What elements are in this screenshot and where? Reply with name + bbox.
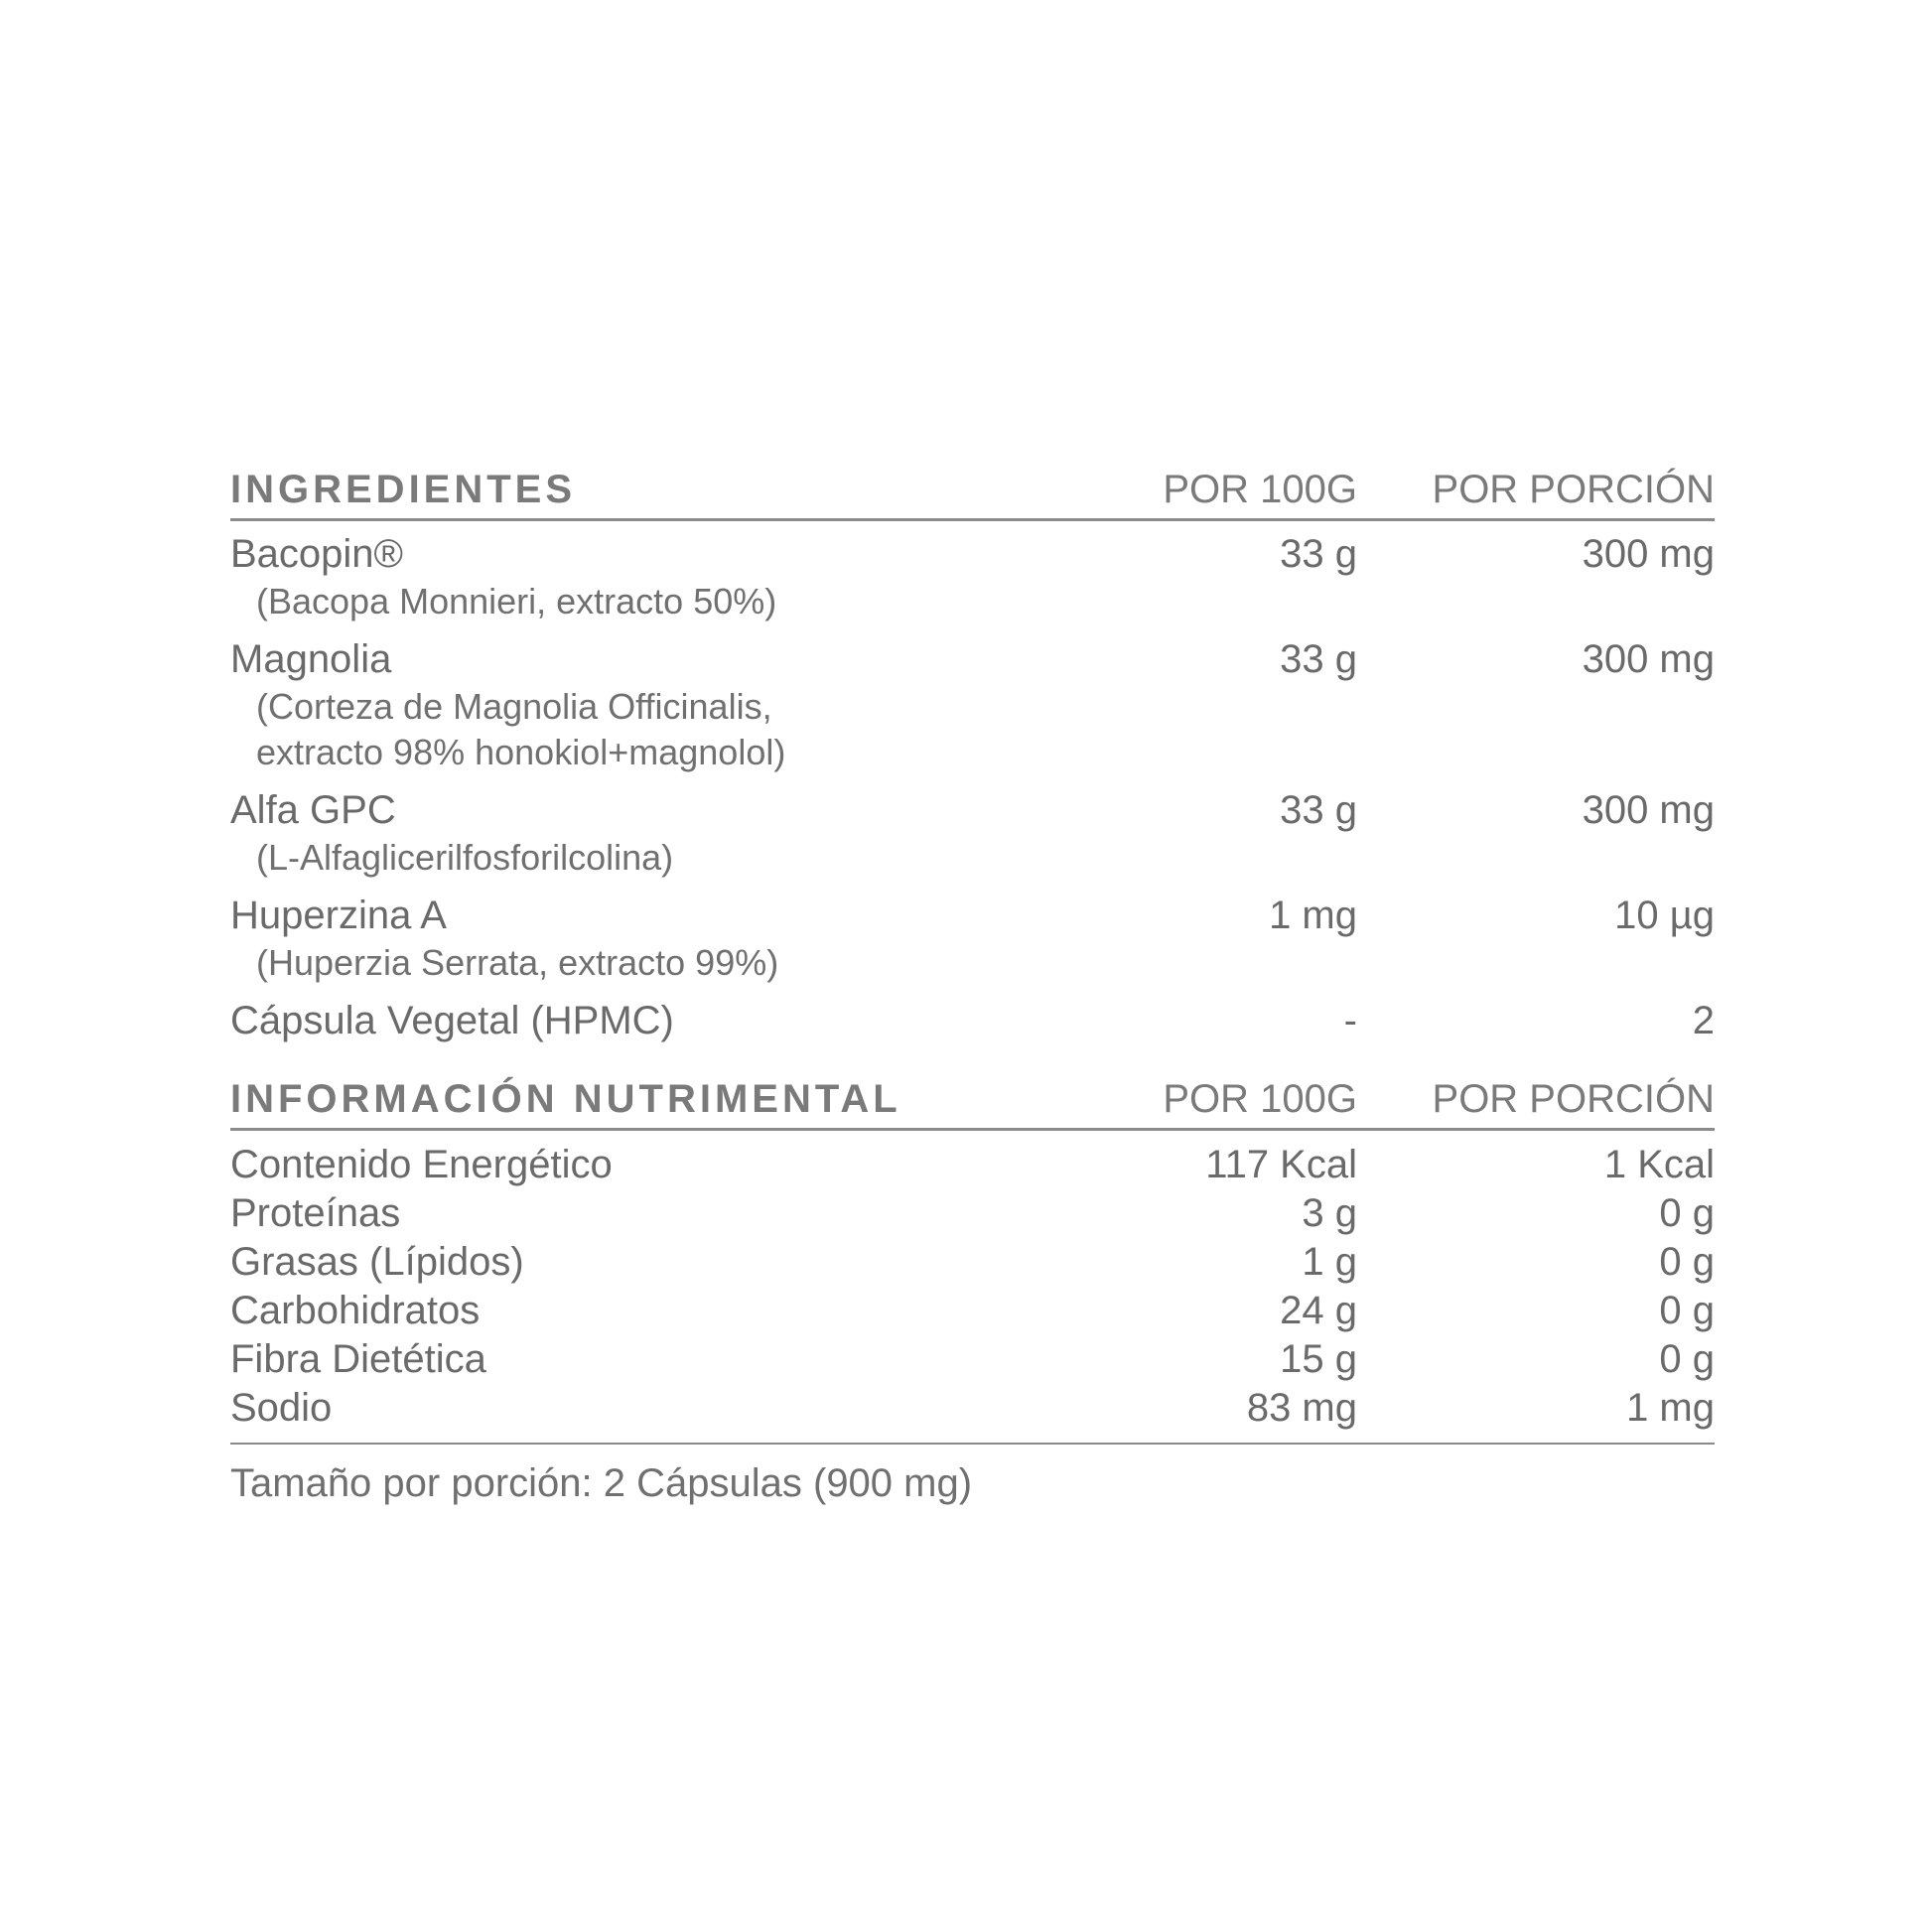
ingredient-name-block — [230, 634, 1109, 775]
ingredient-row — [230, 996, 1715, 1045]
ingredients-title: INGREDIENTES — [230, 468, 577, 511]
ingredient-row — [230, 891, 1715, 986]
nutrient-per100-value: 1 g — [1302, 1240, 1357, 1284]
ingredients-list — [230, 521, 1715, 1045]
nutrient-perserving-value: 0 g — [1659, 1191, 1715, 1235]
nutrition-list — [230, 1131, 1715, 1445]
nutrition-row — [230, 1141, 1715, 1189]
supplement-facts-panel — [230, 462, 1715, 1508]
nutrition-row — [230, 1238, 1715, 1287]
ingredient-name: Alfa GPC — [230, 788, 396, 832]
nutrient-name: Sodio — [230, 1386, 333, 1430]
ingredient-perserving-value: 2 — [1692, 999, 1715, 1042]
nutrient-name: Grasas (Lípidos) — [230, 1240, 524, 1284]
ingredient-per100-value: 1 mg — [1269, 894, 1357, 937]
nutrition-row — [230, 1287, 1715, 1335]
nutrient-per100-value: 3 g — [1302, 1191, 1357, 1235]
ingredient-name-block — [230, 996, 1109, 1045]
ingredient-perserving-value: 300 mg — [1582, 637, 1715, 681]
nutrient-perserving-value: 0 g — [1659, 1240, 1715, 1284]
ingredients-header — [230, 462, 1715, 521]
nutrient-perserving-value: 1 Kcal — [1603, 1143, 1715, 1186]
nutrient-name: Carbohidratos — [230, 1289, 481, 1332]
nutrient-name: Proteínas — [230, 1191, 401, 1235]
nutrient-per100-value: 24 g — [1280, 1289, 1357, 1332]
ingredient-name-block — [230, 785, 1109, 881]
nutrient-perserving-value: 0 g — [1659, 1289, 1715, 1332]
ingredient-row — [230, 785, 1715, 881]
ingredient-per100-value: 33 g — [1280, 637, 1357, 681]
ingredient-per100-value: 33 g — [1280, 788, 1357, 832]
ingredient-row — [230, 529, 1715, 624]
ingredient-description: (Huperzia Serrata, extracto 99%) — [256, 942, 779, 983]
ingredient-name: Bacopin® — [230, 532, 404, 576]
nutrient-per100-value: 15 g — [1280, 1337, 1357, 1381]
ingredient-per100-value: 33 g — [1280, 532, 1357, 576]
ingredients-col-perserving-header: POR PORCIÓN — [1432, 468, 1715, 511]
ingredient-name: Huperzina A — [230, 894, 447, 937]
ingredient-description: (Corteza de Magnolia Officinalis, — [256, 686, 772, 727]
nutrient-name: Contenido Energético — [230, 1143, 613, 1186]
ingredient-name-block — [230, 891, 1109, 986]
nutrition-col-per100-header: POR 100G — [1163, 1077, 1357, 1121]
nutrition-col-perserving-header: POR PORCIÓN — [1432, 1077, 1715, 1121]
ingredient-per100-value: - — [1343, 999, 1357, 1042]
ingredients-col-per100-header: POR 100G — [1163, 468, 1357, 511]
ingredient-description: extracto 98% honokiol+magnolol) — [256, 732, 786, 772]
nutrient-name: Fibra Dietética — [230, 1337, 486, 1381]
serving-size-note: Tamaño por porción: 2 Cápsulas (900 mg) — [230, 1461, 973, 1505]
ingredient-description: (Bacopa Monnieri, extracto 50%) — [256, 581, 777, 621]
ingredient-row — [230, 634, 1715, 775]
nutrition-row — [230, 1335, 1715, 1384]
nutrition-row — [230, 1189, 1715, 1238]
ingredient-name-block — [230, 529, 1109, 624]
ingredient-perserving-value: 300 mg — [1582, 788, 1715, 832]
nutrient-per100-value: 117 Kcal — [1205, 1143, 1357, 1186]
nutrient-perserving-value: 1 mg — [1626, 1386, 1715, 1430]
ingredient-description: (L-Alfaglicerilfosforilcolina) — [256, 837, 674, 878]
nutrition-title: INFORMACIÓN NUTRIMENTAL — [230, 1077, 901, 1121]
nutrition-row — [230, 1384, 1715, 1433]
nutrition-header — [230, 1071, 1715, 1131]
nutrient-perserving-value: 0 g — [1659, 1337, 1715, 1381]
ingredient-name: Cápsula Vegetal (HPMC) — [230, 999, 674, 1042]
nutrient-per100-value: 83 mg — [1246, 1386, 1357, 1430]
ingredient-perserving-value: 10 µg — [1614, 894, 1715, 937]
ingredient-name: Magnolia — [230, 637, 392, 681]
ingredient-perserving-value: 300 mg — [1582, 532, 1715, 576]
